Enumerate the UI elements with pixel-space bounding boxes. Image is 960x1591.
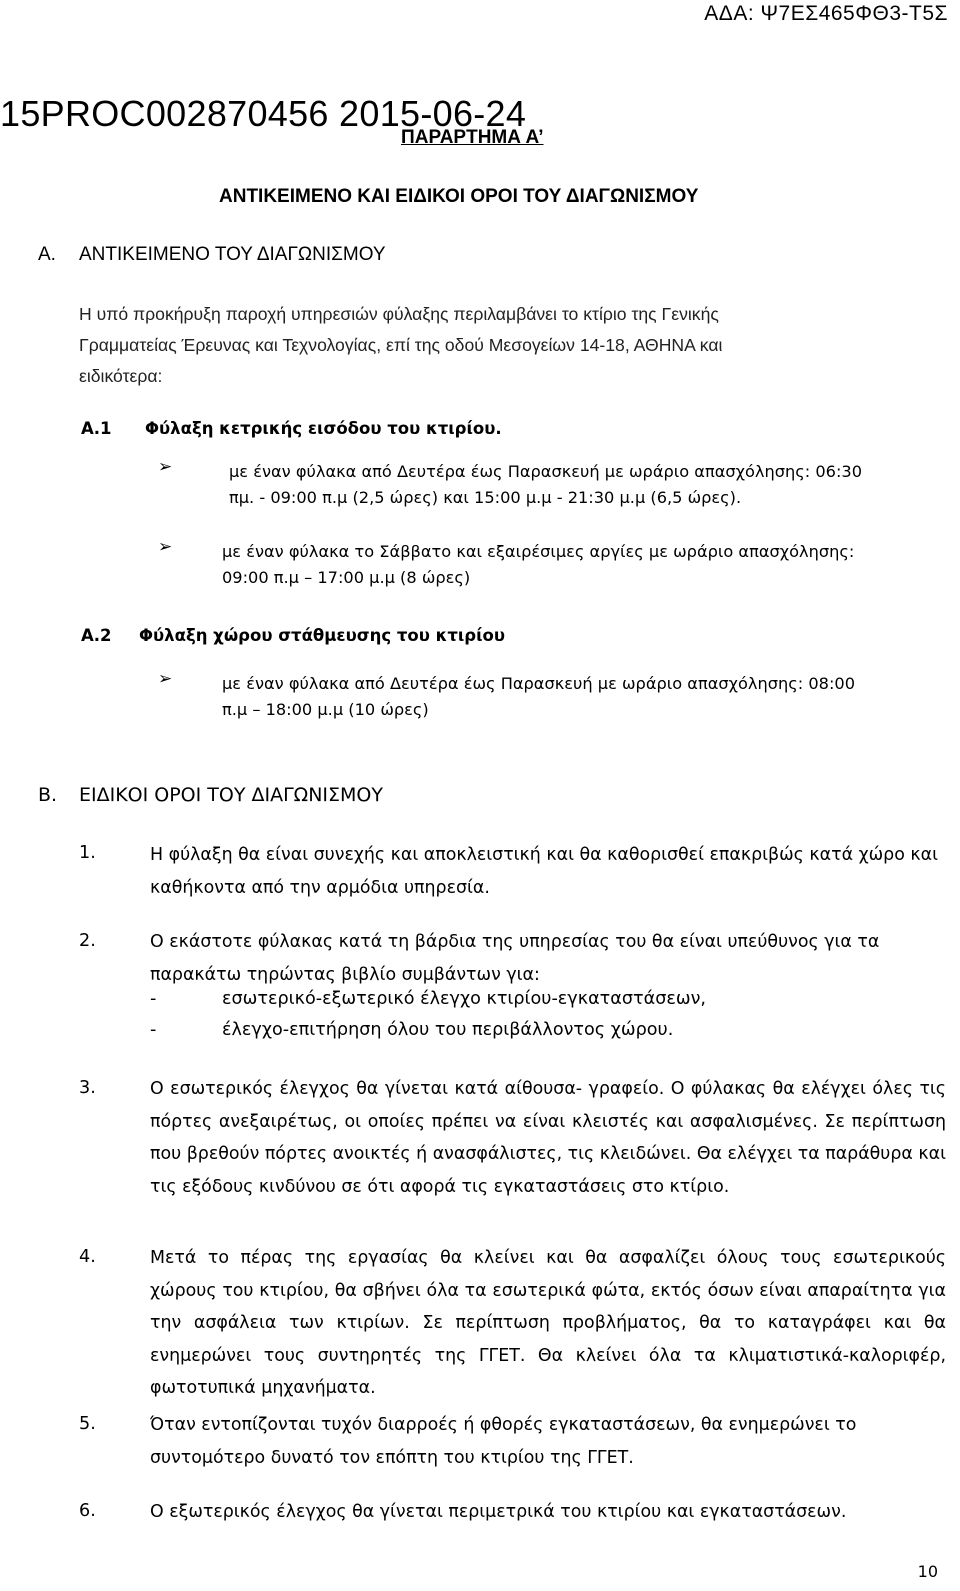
- dash-marker: -: [150, 1020, 157, 1040]
- annex-title: ΠΑΡΑΡΤΗΜΑ Α’: [401, 127, 544, 148]
- section-a-letter: Α.: [38, 244, 56, 265]
- a1-title: Φύλαξη κετρικής εισόδου του κτιρίου.: [145, 419, 502, 438]
- dash-item: έλεγχο-επιτήρηση όλου του περιβάλλοντος χώρου.: [222, 1020, 674, 1040]
- a2-number: Α.2: [81, 626, 112, 645]
- item-number: 4.: [79, 1247, 96, 1267]
- ada-code: ΑΔΑ: Ψ7ΕΣ465ΦΘ3-Τ5Σ: [704, 2, 948, 25]
- section-b-letter: Β.: [38, 784, 58, 806]
- item-text: Ο εσωτερικός έλεγχος θα γίνεται κατά αίθουσα- γραφείο. Ο φύλακας θα ελέγχει όλες τις πόρτες ανεξαιρέτως, οι οποίες πρέπει να είναι κλειστές και ασφαλισμένες. Σε περίπτωση που βρεθούν πόρτες ανοικτές ή ανασφάλιστες, τις κλειδώνει. Θα ελέγχει τα παράθυρα και τις εξόδους κινδύνου σε ότι αφορά τις εγκαταστάσεις στο κτίριο.: [150, 1079, 946, 1197]
- item-number: 6.: [79, 1501, 96, 1521]
- dash-marker: -: [150, 989, 157, 1009]
- item-number: 5.: [79, 1414, 96, 1434]
- item-number: 1.: [79, 843, 96, 863]
- arrow-bullet-icon: ➢: [158, 669, 173, 689]
- item-number: 3.: [79, 1078, 96, 1098]
- a2-title: Φύλαξη χώρου στάθμευσης του κτιρίου: [139, 626, 505, 645]
- item-text: Ο εξωτερικός έλεγχος θα γίνεται περιμετρικά του κτιρίου και εγκαταστάσεων.: [150, 1502, 847, 1522]
- subject-title: ΑΝΤΙΚΕΙΜΕΝΟ ΚΑΙ ΕΙΔΙΚΟΙ ΟΡΟΙ ΤΟΥ ΔΙΑΓΩΝΙΣΜΟΥ: [219, 186, 699, 207]
- item-text: Μετά το πέρας της εργασίας θα κλείνει και θα ασφαλίζει όλους τους εσωτερικούς χώρους του κτιρίου, θα σβήνει όλα τα εσωτερικά φώτα, εκτός όσων είναι απαραίτητα για την ασφάλεια των κτιρίων. Σε περίπτωση προβλήματος, θα το καταγράφει και θα ενημερώνει τους συντηρητές της ΓΓΕΤ. Θα κλείνει όλα τα κλιματιστικά-καλοριφέρ, φωτοτυπικά μηχανήματα.: [150, 1248, 946, 1398]
- section-a-title: ΑΝΤΙΚΕΙΜΕΝΟ ΤΟΥ ΔΙΑΓΩΝΙΣΜΟΥ: [79, 244, 386, 265]
- intro-line-2: Γραμματείας Έρευνας και Τεχνολογίας, επί της οδού Μεσογείων 14-18, ΑΘΗΝΑ και: [79, 335, 723, 355]
- item-text: Η φύλαξη θα είναι συνεχής και αποκλειστική και θα καθορισθεί επακριβώς κατά χώρο και καθήκοντα από την αρμόδια υπηρεσία.: [150, 845, 938, 898]
- a2-bullet-1-line-2: π.μ – 18:00 μ.μ (10 ώρες): [222, 700, 429, 719]
- page-number: 10: [917, 1562, 938, 1581]
- a1-bullet-1-line-1: με έναν φύλακα από Δευτέρα έως Παρασκευή με ωράριο απασχόλησης: 06:30: [229, 462, 863, 481]
- intro-line-3: ειδικότερα:: [79, 366, 163, 386]
- proc-watermark: 15PROC002870456 2015-06-24: [0, 93, 527, 134]
- a1-bullet-2-line-2: 09:00 π.μ – 17:00 μ.μ (8 ώρες): [222, 568, 471, 587]
- a1-number: Α.1: [81, 419, 112, 438]
- item-text: Όταν εντοπίζονται τυχόν διαρροές ή φθορές εγκαταστάσεων, θα ενημερώνει το συντομότερο δυνατό τον επόπτη του κτιρίου της ΓΓΕΤ.: [150, 1415, 857, 1468]
- arrow-bullet-icon: ➢: [158, 537, 173, 557]
- a2-bullet-1-line-1: με έναν φύλακα από Δευτέρα έως Παρασκευή με ωράριο απασχόλησης: 08:00: [222, 674, 856, 693]
- item-number: 2.: [79, 931, 96, 951]
- dash-item: εσωτερικό-εξωτερικό έλεγχο κτιρίου-εγκαταστάσεων,: [222, 989, 707, 1009]
- intro-line-1: Η υπό προκήρυξη παροχή υπηρεσιών φύλαξης περιλαμβάνει το κτίριο της Γενικής: [79, 304, 719, 324]
- section-b-title: ΕΙΔΙΚΟΙ ΟΡΟΙ ΤΟΥ ΔΙΑΓΩΝΙΣΜΟΥ: [79, 784, 383, 806]
- arrow-bullet-icon: ➢: [158, 457, 173, 477]
- a1-bullet-1-line-2: πμ. - 09:00 π.μ (2,5 ώρες) και 15:00 μ.μ - 21:30 μ.μ (6,5 ώρες).: [229, 488, 742, 507]
- item-text: Ο εκάστοτε φύλακας κατά τη βάρδια της υπηρεσίας του θα είναι υπεύθυνος για τα παρακάτω τηρώντας βιβλίο συμβάντων για:: [150, 932, 880, 985]
- a1-bullet-2-line-1: με έναν φύλακα το Σάββατο και εξαιρέσιμες αργίες με ωράριο απασχόλησης:: [222, 542, 855, 561]
